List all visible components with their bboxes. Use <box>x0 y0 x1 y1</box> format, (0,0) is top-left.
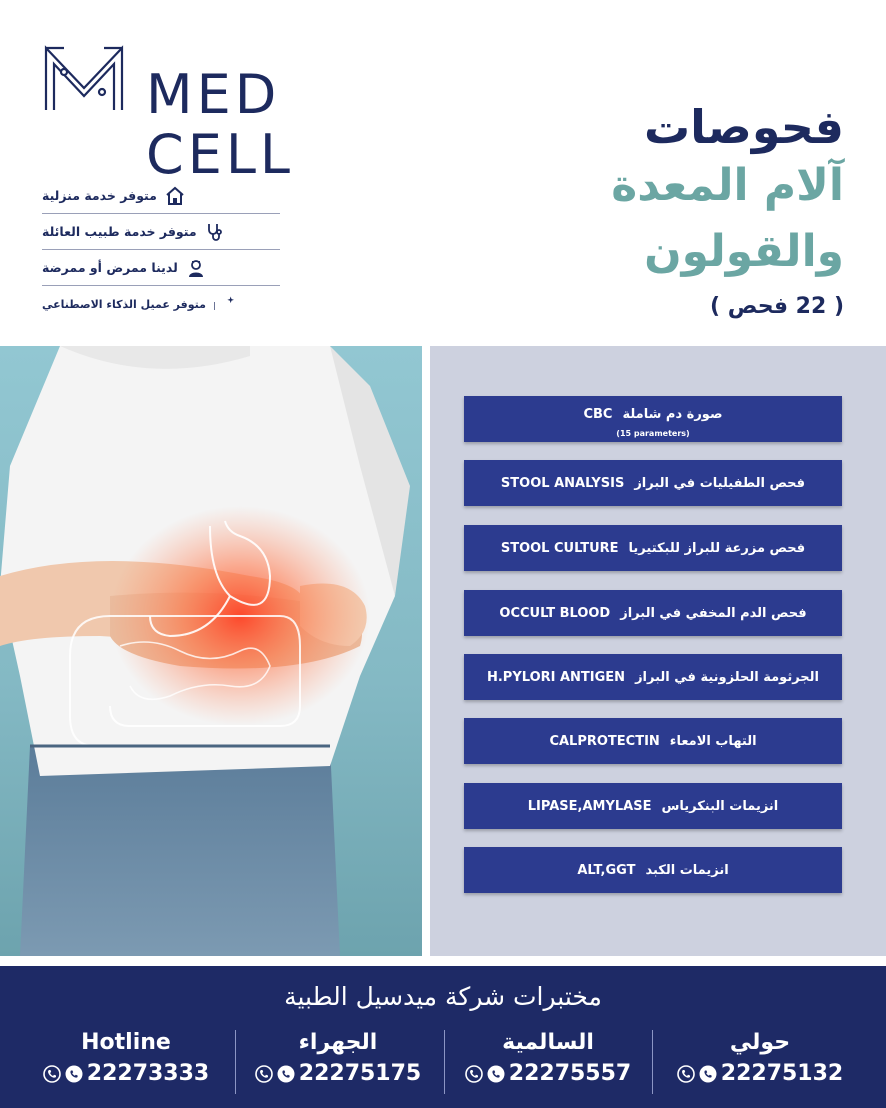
test-name-en: CALPROTECTIN <box>549 733 660 749</box>
test-item-lipase-amylase <box>464 783 842 829</box>
test-name-en: H.PYLORI ANTIGEN <box>486 669 626 685</box>
test-item-alt-ggt <box>464 847 842 893</box>
test-name-ar: التهاب الامعاء <box>669 733 757 749</box>
logo-text-med: MED <box>146 63 281 126</box>
test-name-en: STOOL ANALYSIS <box>500 475 625 491</box>
test-subtitle: (15 parameters) <box>616 429 690 438</box>
footer-contacts <box>0 966 886 1108</box>
feature-ai-agent <box>42 286 280 322</box>
person-illustration <box>0 346 422 956</box>
feature-family-doctor <box>42 214 280 250</box>
whatsapp-icon <box>699 1065 717 1083</box>
feature-text: لدينا ممرض أو ممرضة <box>42 260 178 275</box>
phone-icon <box>465 1065 483 1083</box>
nurse-icon <box>186 258 206 278</box>
whatsapp-icon <box>487 1065 505 1083</box>
medcell-logo <box>42 44 294 186</box>
ai-sparkle-icon <box>214 294 234 314</box>
logo-mark-icon <box>42 44 126 114</box>
stethoscope-icon <box>205 222 225 242</box>
test-name-ar: فحص الدم المخفي في البراز <box>620 605 807 621</box>
test-name-ar: الجرثومة الحلزونية في البراز <box>635 669 820 685</box>
test-name-ar: انزيمات الكبد <box>645 862 729 878</box>
feature-text: متوفر عميل الذكاء الاصطناعي <box>42 297 206 311</box>
logo-text-cell: CELL <box>146 123 294 186</box>
test-name-ar: فحص مزرعة للبراز للبكتيريا <box>628 540 806 556</box>
test-name-ar: فحص الطفيليات في البراز <box>634 475 806 491</box>
tests-panel <box>430 346 886 956</box>
branch-phone-row[interactable] <box>238 1061 438 1086</box>
branch-phone: 22273333 <box>86 1061 210 1086</box>
test-name-ar: صورة دم شاملة <box>622 406 723 422</box>
phone-icon <box>255 1065 273 1083</box>
test-name-ar: انزيمات البنكرياس <box>661 798 779 814</box>
branch-name: حولي <box>729 1030 791 1055</box>
test-count: ( 22 فحص ) <box>710 294 844 319</box>
branch-name: Hotline <box>81 1030 171 1055</box>
branch-phone: 22275557 <box>508 1061 632 1086</box>
footer-divider <box>652 1030 653 1094</box>
branch-jahra <box>238 1030 438 1086</box>
branch-salmiya <box>448 1030 648 1086</box>
test-name-en: OCCULT BLOOD <box>499 605 611 621</box>
test-name-en: ALT,GGT <box>577 862 636 878</box>
feature-text: متوفر خدمة طبيب العائلة <box>42 224 197 239</box>
heading-line-3: والقولون <box>644 226 844 277</box>
test-item-h-pylori <box>464 654 842 700</box>
branch-hotline <box>26 1030 226 1086</box>
heading-line-2: آلام المعدة <box>611 160 844 211</box>
test-name-en: LIPASE,AMYLASE <box>527 798 652 814</box>
lab-name: مختبرات شركة ميدسيل الطبية <box>284 982 602 1011</box>
branch-name: السالمية <box>502 1030 594 1055</box>
branch-phone-row[interactable] <box>660 1061 860 1086</box>
phone-icon <box>43 1065 61 1083</box>
test-item-calprotectin <box>464 718 842 764</box>
heading-line-1: فحوصات <box>643 100 844 154</box>
footer-divider <box>235 1030 236 1094</box>
house-icon <box>165 186 185 206</box>
feature-home-service <box>42 178 280 214</box>
service-features <box>42 178 280 322</box>
test-name-en: STOOL CULTURE <box>500 540 619 556</box>
feature-text: متوفر خدمة منزلية <box>42 188 157 203</box>
test-name-en: CBC <box>583 406 613 422</box>
whatsapp-icon <box>65 1065 83 1083</box>
branch-phone-row[interactable] <box>26 1061 226 1086</box>
test-item-stool-culture <box>464 525 842 571</box>
test-item-stool-analysis <box>464 460 842 506</box>
phone-icon <box>677 1065 695 1083</box>
stomach-pain-photo <box>0 346 422 956</box>
branch-hawalli <box>660 1030 860 1086</box>
branch-phone: 22275175 <box>298 1061 422 1086</box>
footer-divider <box>444 1030 445 1094</box>
branch-name: الجهراء <box>298 1030 378 1055</box>
test-item-cbc <box>464 396 842 442</box>
branch-phone-row[interactable] <box>448 1061 648 1086</box>
test-item-occult-blood <box>464 590 842 636</box>
svg-text:AI <box>214 300 216 313</box>
branch-phone: 22275132 <box>720 1061 844 1086</box>
feature-nurse <box>42 250 280 286</box>
whatsapp-icon <box>277 1065 295 1083</box>
